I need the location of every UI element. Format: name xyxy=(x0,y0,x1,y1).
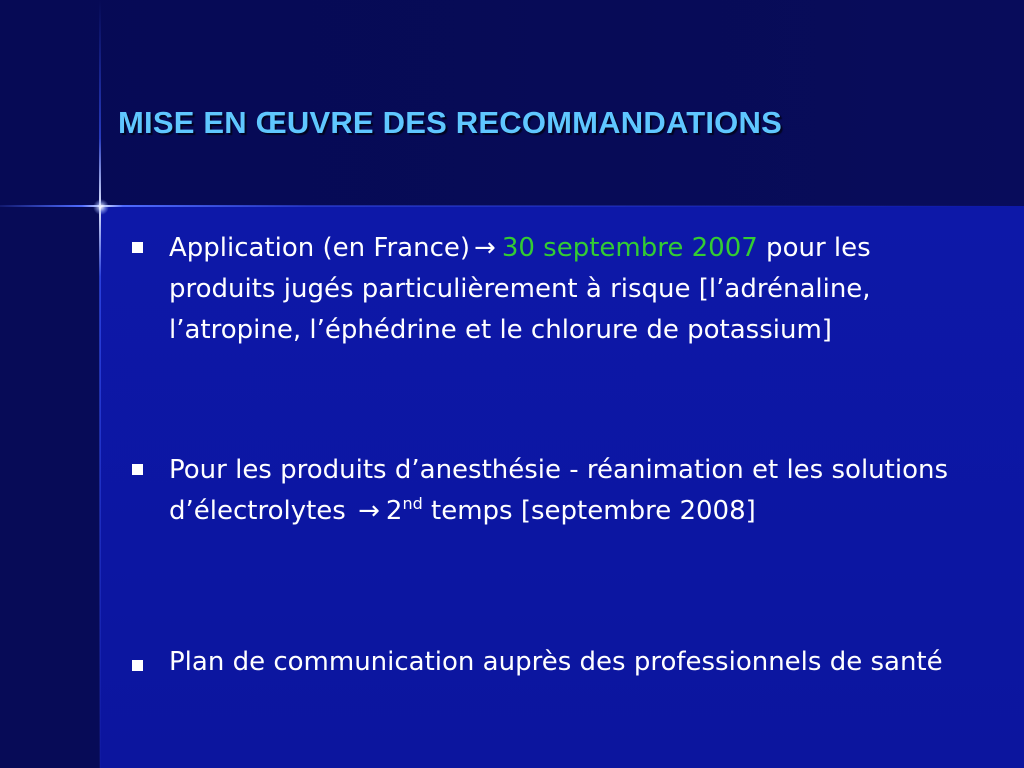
background-left-band xyxy=(0,206,100,768)
bullet-text xyxy=(169,228,969,351)
ordinal-number: 2 xyxy=(385,496,403,526)
bullet-item xyxy=(132,228,992,351)
vertical-divider-line xyxy=(99,0,101,768)
background-header xyxy=(0,0,1024,206)
bullet-text-lead: Pour les produits d’anesthésie - réanimation et les solutions d’électrolytes xyxy=(169,455,948,526)
bullet-item xyxy=(132,450,992,532)
bullet-text xyxy=(169,450,969,532)
horizontal-divider-line xyxy=(0,205,1024,207)
bullet-text-rest: temps [septembre 2008] xyxy=(422,496,756,526)
slide-title: MISE EN ŒUVRE DES RECOMMANDATIONS xyxy=(118,105,782,140)
right-arrow-icon: → xyxy=(358,496,380,526)
bullet-item xyxy=(132,640,992,676)
right-arrow-icon: → xyxy=(474,233,496,263)
highlighted-date: 30 septembre 2007 xyxy=(501,233,758,263)
sparkle-icon xyxy=(93,199,109,215)
bullet-text-rest: pour les produits jugés particulièrement à risque [l’adrénaline, l’atropine, l’éphédrine et le chlorure de potassium] xyxy=(169,233,871,345)
square-bullet-icon xyxy=(132,660,143,671)
ordinal-suffix: nd xyxy=(402,494,423,513)
bullet-text: Plan de communication auprès des professionnels de santé xyxy=(169,647,943,677)
bullet-text-lead: Application (en France) xyxy=(169,233,471,263)
square-bullet-icon xyxy=(132,242,143,253)
square-bullet-icon xyxy=(132,464,143,475)
